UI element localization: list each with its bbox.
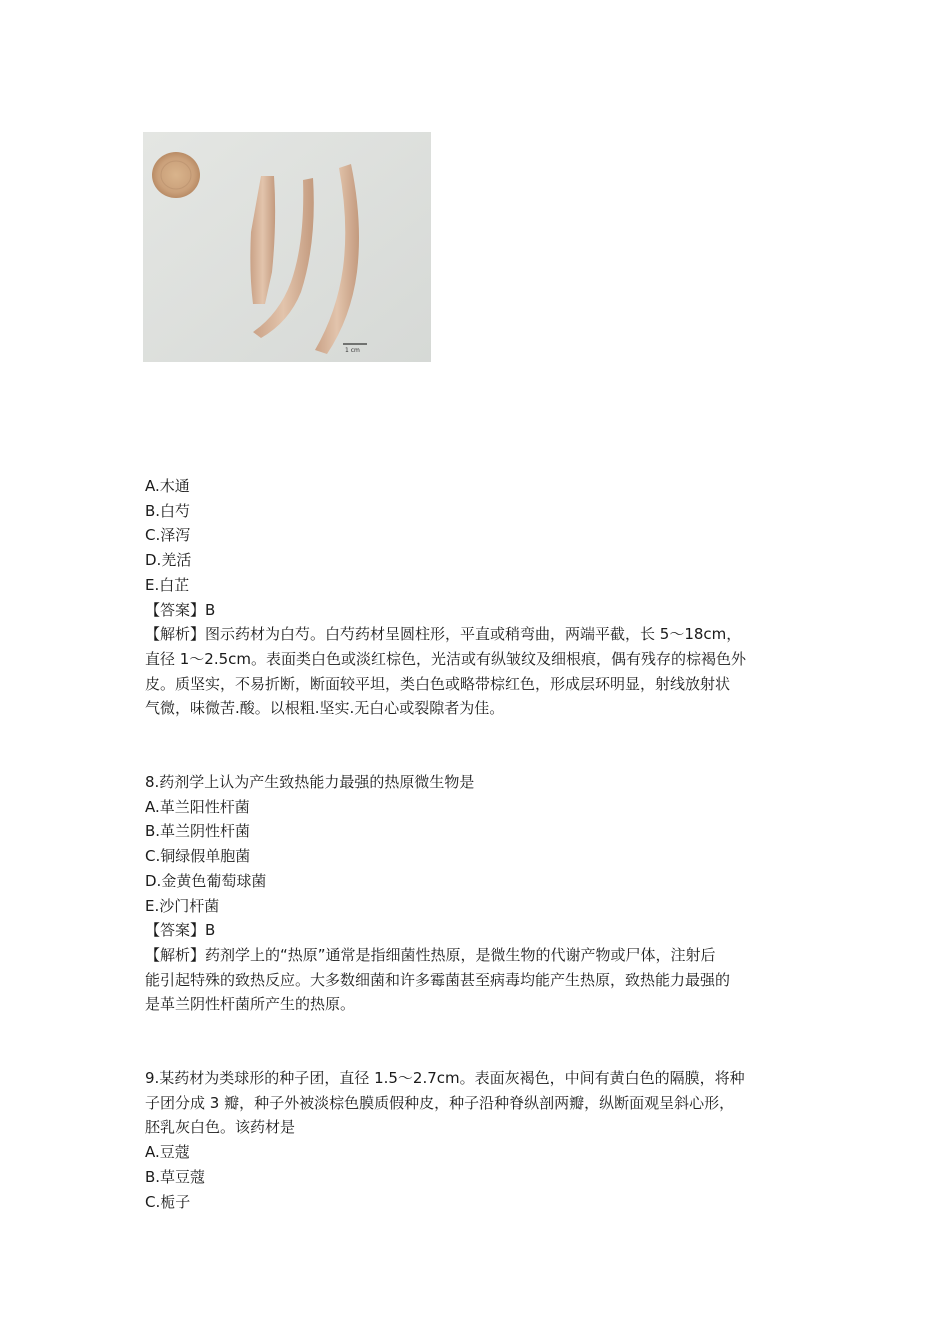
question-8	[145, 770, 810, 1017]
analysis-line: 皮。质坚实，不易折断，断面较平坦，类白色或略带棕红色，形成层环明显，射线放射状	[145, 674, 731, 693]
question-content	[145, 474, 810, 1214]
answer: 【答案】B	[145, 921, 216, 940]
question-7	[145, 474, 810, 721]
herb-photo	[143, 132, 431, 362]
option-d: D.金黄色葡萄球菌	[145, 871, 267, 890]
analysis-line: 能引起特殊的致热反应。大多数细菌和许多霉菌甚至病毒均能产生热原，致热能力最强的	[145, 970, 731, 989]
question-9	[145, 1066, 810, 1214]
option-a: A.革兰阳性杆菌	[145, 797, 250, 816]
analysis-line: 气微，味微苦.酸。以根粗.坚实.无白心或裂隙者为佳。	[145, 699, 505, 718]
analysis-line: 直径 1～2.5cm。表面类白色或淡红棕色，光洁或有纵皱纹及细根痕，偶有残存的棕褐色外	[145, 649, 747, 668]
option-c: C.泽泻	[145, 526, 191, 545]
option-c: C.铜绿假单胞菌	[145, 847, 251, 866]
scale-label: 1 cm	[345, 347, 360, 354]
option-a: A.豆蔻	[145, 1143, 190, 1162]
option-b: B.白芍	[145, 501, 191, 520]
question-text: 8.药剂学上认为产生致热能力最强的热原微生物是	[145, 773, 475, 792]
question-text: 胚乳灰白色。该药材是	[145, 1118, 296, 1137]
option-a: A.木通	[145, 477, 190, 495]
analysis-line: 【解析】药剂学上的“热原”通常是指细菌性热原，是微生物的代谢产物或尸体，注射后	[145, 945, 716, 964]
question-text: 9.某药材为类球形的种子团，直径 1.5～2.7cm。表面灰褐色，中间有黄白色的隔膜，将种	[145, 1069, 745, 1088]
analysis-line: 是革兰阴性杆菌所产生的热原。	[145, 995, 356, 1014]
option-e: E.沙门杆菌	[145, 896, 220, 915]
option-b: B.草豆蔻	[145, 1167, 206, 1186]
option-d: D.羌活	[145, 551, 192, 570]
root-slice-shape	[152, 152, 200, 198]
answer: 【答案】B	[145, 600, 216, 619]
option-b: B.革兰阴性杆菌	[145, 822, 251, 841]
option-e: E.白芷	[145, 575, 190, 594]
analysis-line: 【解析】图示药材为白芍。白芍药材呈圆柱形，平直或稍弯曲，两端平截，长 5～18cm，	[145, 625, 742, 644]
option-c: C.栀子	[145, 1192, 191, 1211]
question-text: 子团分成 3 瓣，种子外被淡棕色膜质假种皮，种子沿种脊纵剖两瓣，纵断面观呈斜心形，	[145, 1093, 735, 1112]
